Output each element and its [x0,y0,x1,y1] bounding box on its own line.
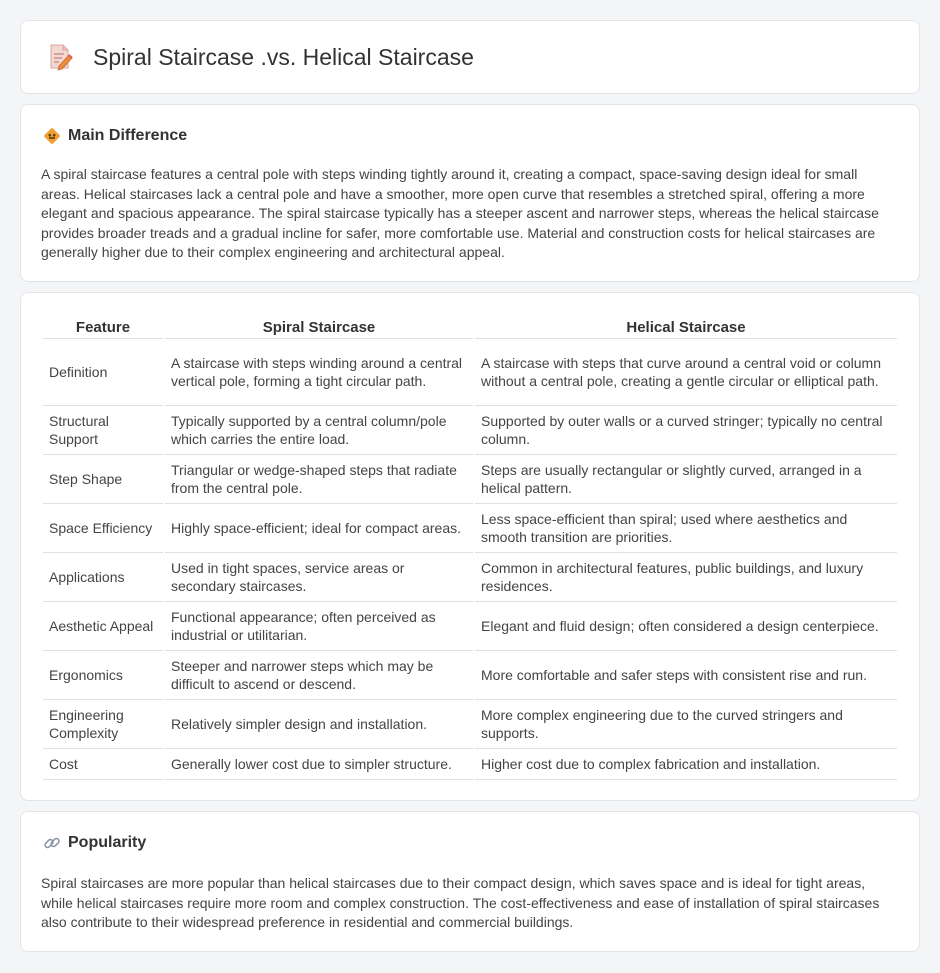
table-row [43,749,897,780]
table-header-row [43,315,897,339]
main-difference-text: A spiral staircase features a central pole with steps winding tightly around it, creating a compact, space-saving design ideal for small areas. Helical staircases lack a central pole and have a smoother, more open curve that resembles a stretched spiral, offering a more elegant and spacious appearance. The spiral staircase typically has a steeper ascent and narrower steps, whereas the helical staircase provides broader treads and a gradual incline for safer, more comfortable use. Material and construction costs for helical staircases are generally higher due to their complex engineering and architectural appeal. [41,166,879,261]
feature-cell: Structural Support [43,406,163,455]
popularity-title: Popularity [68,834,147,851]
spiral-cell: Functional appearance; often perceived as industrial or utilitarian. [165,602,473,651]
table-row [43,602,897,651]
table-row [43,339,897,406]
feature-cell: Definition [43,339,163,406]
table-row [43,700,897,749]
table-row [43,504,897,553]
helical-cell: Elegant and fluid design; often considered a design centerpiece. [475,602,897,651]
link-icon [43,834,61,852]
document-pencil-icon [47,43,73,71]
feature-cell: Space Efficiency [43,504,163,553]
comparison-table [41,315,899,780]
table-row [43,455,897,504]
spiral-cell: Relatively simpler design and installation. [165,700,473,749]
helical-cell: More complex engineering due to the curved stringers and supports. [475,700,897,749]
title-card [20,20,920,94]
feature-cell: Cost [43,749,163,780]
spiral-cell: A staircase with steps winding around a central vertical pole, forming a tight circular path. [165,339,473,406]
page-title: Spiral Staircase .vs. Helical Staircase [93,43,474,70]
spiral-cell: Typically supported by a central column/pole which carries the entire load. [165,406,473,455]
main-difference-title: Main Difference [68,127,188,144]
spiral-cell: Highly space-efficient; ideal for compact areas. [165,504,473,553]
table-row [43,406,897,455]
header-helical: Helical Staircase [475,315,897,339]
popularity-header [43,834,146,852]
feature-cell: Applications [43,553,163,602]
helical-cell: Higher cost due to complex fabrication and installation. [475,749,897,780]
helical-cell: Supported by outer walls or a curved stringer; typically no central column. [475,406,897,455]
table-row [43,651,897,700]
helical-cell: A staircase with steps that curve around a central void or column without a central pole, creating a gentle circular or elliptical path. [475,339,897,406]
popularity-text: Spiral staircases are more popular than helical staircases due to their compact design, which saves space and is ideal for tight areas, while helical staircases require more room and complex construction. The cost-effectiveness and ease of installation of spiral staircases also contribute to their widespread preference in residential and commercial buildings. [41,875,880,931]
main-difference-header [43,127,187,145]
header-spiral: Spiral Staircase [165,315,473,339]
diamond-warning-icon [43,127,61,145]
title-row [47,43,474,71]
table-row [43,553,897,602]
helical-cell: Steps are usually rectangular or slightly curved, arranged in a helical pattern. [475,455,897,504]
header-feature: Feature [43,315,163,339]
helical-cell: More comfortable and safer steps with consistent rise and run. [475,651,897,700]
spiral-cell: Generally lower cost due to simpler structure. [165,749,473,780]
main-difference-card [20,104,920,282]
popularity-card [20,811,920,952]
feature-cell: Aesthetic Appeal [43,602,163,651]
feature-cell: Ergonomics [43,651,163,700]
spiral-cell: Triangular or wedge-shaped steps that radiate from the central pole. [165,455,473,504]
comparison-card [20,292,920,801]
spiral-cell: Used in tight spaces, service areas or secondary staircases. [165,553,473,602]
feature-cell: Engineering Complexity [43,700,163,749]
feature-cell: Step Shape [43,455,163,504]
helical-cell: Common in architectural features, public buildings, and luxury residences. [475,553,897,602]
spiral-cell: Steeper and narrower steps which may be difficult to ascend or descend. [165,651,473,700]
helical-cell: Less space-efficient than spiral; used where aesthetics and smooth transition are priorities. [475,504,897,553]
